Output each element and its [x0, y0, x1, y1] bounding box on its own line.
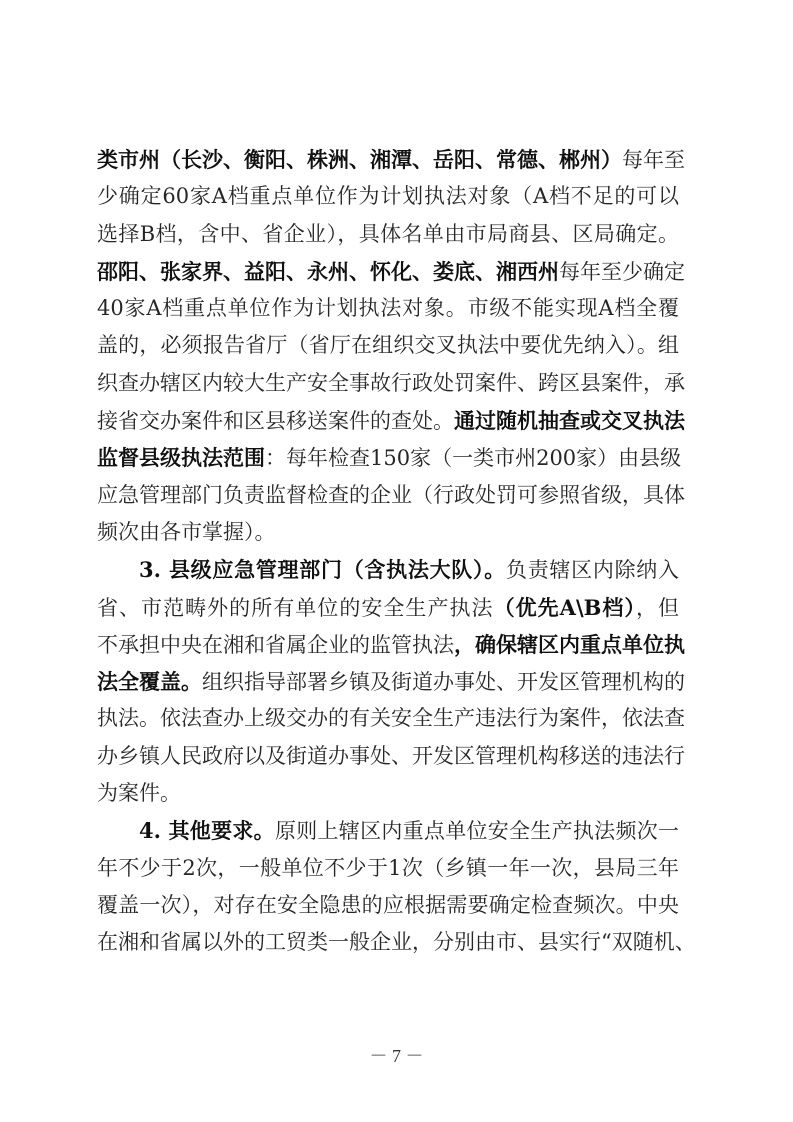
text: 办乡镇人民政府以及街道办事处、开发区管理机构移送的违法行	[97, 743, 685, 768]
text-line	[97, 439, 682, 476]
text-line	[97, 738, 685, 775]
text: 为案件。	[97, 781, 181, 806]
text: 执法。依法查办上级交办的有关安全生产违法行为案件，依法查	[97, 706, 685, 731]
bold-text: 法全覆盖。	[97, 669, 202, 695]
text: 组织指导部署乡镇及街道办事处、开发区管理机构的	[202, 670, 685, 695]
text-line	[97, 700, 685, 737]
bold-text: 3. 县级应急管理部门（含执法大队）。	[139, 557, 506, 583]
text: 40家A档重点单位作为计划执法对象。市级不能实现A档全覆	[97, 296, 679, 321]
text: 在湘和省属以外的工贸类一般企业，分别由市、县实行“双随机、	[97, 930, 696, 955]
text: ：每年检查150家（一类市州200家）由县级	[265, 446, 682, 471]
text: 负责辖区内除纳入	[505, 558, 680, 583]
text: 原则上辖区内重点单位安全生产执法频次一	[274, 819, 680, 844]
text-line	[97, 253, 685, 290]
text-line	[97, 812, 679, 849]
text-line	[97, 850, 679, 887]
text: ，但	[635, 595, 679, 620]
text: 覆盖一次），对存在安全隐患的应根据需要确定检查频次。中央	[97, 892, 679, 917]
paragraph	[97, 551, 685, 812]
text: 每年至少确定	[559, 259, 685, 284]
text-line	[97, 924, 696, 961]
bold-text: 监督县级执法范围	[97, 445, 265, 471]
text: 少确定60家A档重点单位作为计划执法对象（A档不足的可以	[97, 184, 679, 209]
text-line	[97, 365, 685, 402]
text: 接省交办案件和区县移送案件的查处。	[97, 409, 454, 434]
text: 不承担中央在湘和省属企业的监管执法	[97, 632, 454, 657]
text-line	[97, 216, 679, 253]
text-line	[97, 290, 679, 327]
page-number: － 7 －	[369, 1046, 424, 1066]
text: 频次由各市掌握）。	[97, 519, 276, 544]
document-body	[97, 141, 696, 962]
text-line	[97, 663, 685, 700]
text-line	[97, 477, 685, 514]
bold-text: 邵阳、张家界、益阳、永州、怀化、娄底、湘西州	[97, 258, 559, 284]
bold-text: 4. 其他要求。	[139, 818, 275, 844]
text-line	[97, 775, 679, 812]
text-line	[97, 551, 679, 588]
text-line	[97, 141, 685, 178]
paragraph	[97, 812, 696, 961]
text: 每年至	[622, 148, 685, 172]
text: 盖的，必须报告省厅（省厅在组织交叉执法中要优先纳入）。组	[97, 333, 679, 358]
paragraph	[97, 141, 685, 551]
bold-text: （优先A\B档）	[493, 594, 636, 620]
text-line	[97, 178, 679, 215]
text-line	[97, 402, 685, 439]
text: 应急管理部门负责监督检查的企业（行政处罚可参照省级，具体	[97, 482, 685, 507]
bold-text: ，确保辖区内重点单位执	[454, 631, 685, 657]
text-line	[97, 887, 679, 924]
text: 选择B档，含中、省企业），具体名单由市局商县、区局确定。	[97, 221, 679, 246]
text: 年不少于2次，一般单位不少于1次（乡镇一年一次，县局三年	[97, 855, 679, 880]
text-line	[97, 626, 685, 663]
text-line	[97, 327, 679, 364]
text: 织查办辖区内较大生产安全事故行政处罚案件、跨区县案件，承	[97, 370, 685, 395]
bold-text: 类市州（长沙、衡阳、株洲、湘潭、岳阳、常德、郴州）	[97, 147, 622, 172]
text: 省、市范畴外的所有单位的安全生产执法	[97, 595, 494, 620]
text-line	[97, 514, 679, 551]
text-line	[97, 589, 679, 626]
bold-text: 通过随机抽查或交叉执法	[454, 408, 685, 434]
